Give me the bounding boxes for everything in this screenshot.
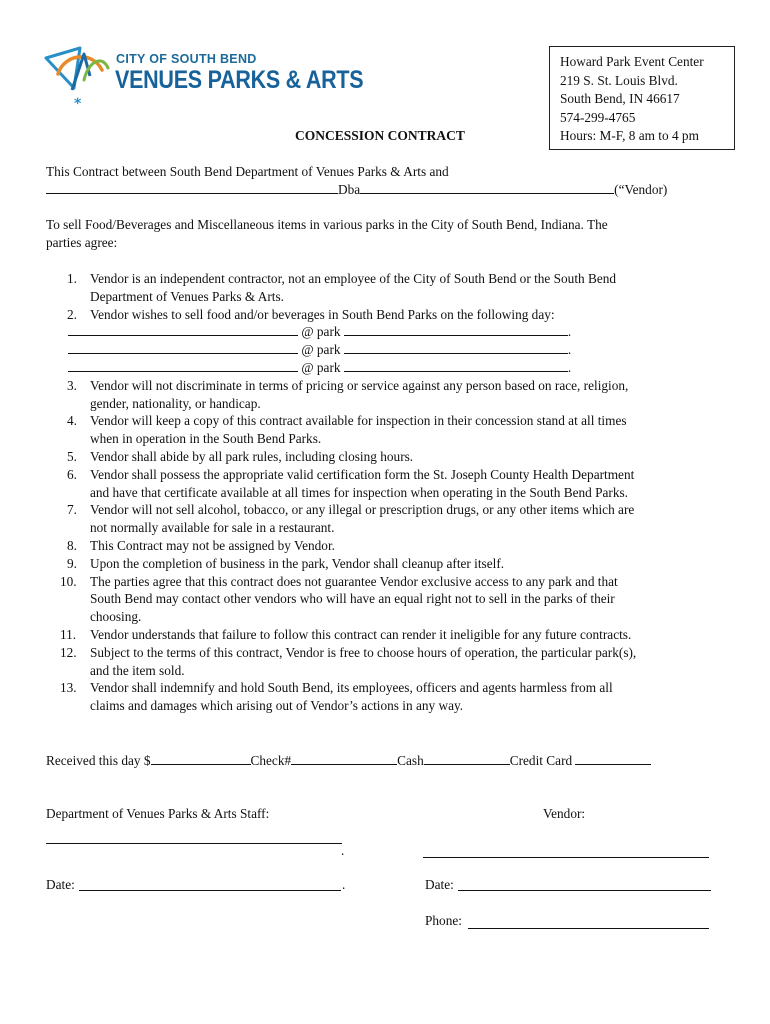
park-field[interactable] bbox=[344, 359, 568, 372]
vendor-phone-label: Phone: bbox=[425, 913, 462, 928]
term-item: 12. Subject to the terms of this contract, Vendor is free to choose hours of operation, the particular park(s), and the item sold. bbox=[60, 644, 637, 678]
term-item: 1. Vendor is an independent contractor, not an employee of the City of South Bend or the South Bend Department of Venues Parks & Arts. bbox=[67, 271, 617, 304]
staff-date-field[interactable] bbox=[79, 890, 341, 891]
purpose-line-1: To sell Food/Beverages and Miscellaneous items in various parks in the City of South Bend, Indiana. The bbox=[46, 217, 608, 232]
term-item: 5. Vendor shall abide by all park rules, including closing hours. bbox=[67, 448, 414, 464]
received-label: Received this day $ bbox=[46, 753, 151, 768]
term-item: 6. Vendor shall possess the appropriate valid certification form the St. Joseph County Health Department and have that certificate available at all times for inspection when operating in the South Bend Parks. bbox=[67, 466, 635, 500]
payment-row bbox=[46, 752, 651, 770]
park-entry-row: @ park . bbox=[68, 341, 726, 359]
info-phone: 574-299-4765 bbox=[560, 109, 636, 125]
terms-list bbox=[46, 270, 726, 715]
term-item: 4. Vendor will keep a copy of this contract available for inspection in their concession stand at all times when in operation in the South Bend Parks. bbox=[67, 413, 627, 447]
logo-department-text: VENUES PARKS & ARTS bbox=[115, 66, 364, 94]
svg-text:*: * bbox=[74, 96, 82, 112]
contractor-name-field[interactable] bbox=[46, 181, 338, 194]
vendor-signature-line[interactable] bbox=[423, 857, 709, 858]
staff-date-period: . bbox=[342, 877, 346, 892]
staff-signature-line[interactable] bbox=[46, 843, 342, 844]
term-item: 7. Vendor will not sell alcohol, tobacco, or any illegal or prescription drugs, or any other items which are not normally available for sale in a restaurant. bbox=[67, 502, 635, 536]
info-venue: Howard Park Event Center bbox=[560, 54, 704, 69]
term-item: 9. Upon the completion of business in the park, Vendor shall cleanup after itself. bbox=[67, 555, 505, 571]
credit-card-label: Credit Card bbox=[509, 753, 573, 768]
staff-signature-period: . bbox=[341, 843, 345, 858]
purpose-line-2: parties agree: bbox=[46, 235, 118, 250]
vendor-date-label: Date: bbox=[425, 877, 454, 892]
term-item: 10. The parties agree that this contract does not guarantee Vendor exclusive access to any park and that South Bend may contact other vendors who will have an equal right not to sell in the parks of their choosing. bbox=[60, 573, 618, 625]
term-item: 13. Vendor shall indemnify and hold South Bend, its employees, officers and agents harmless from all claims and damages which arising out of Vendor’s actions in any way. bbox=[60, 680, 613, 714]
staff-label: Department of Venues Parks & Arts Staff: bbox=[46, 806, 270, 821]
info-hours: Hours: M-F, 8 am to 4 pm bbox=[560, 128, 699, 144]
dba-label: Dba bbox=[338, 182, 361, 197]
document-title: CONCESSION CONTRACT bbox=[295, 128, 465, 143]
logo-city-text: CITY OF SOUTH BEND bbox=[116, 52, 257, 66]
credit-card-field[interactable] bbox=[575, 752, 651, 765]
park-field[interactable] bbox=[344, 341, 568, 354]
term-item: 3. Vendor will not discriminate in terms of pricing or service against any person based on race, religion, gender, nationality, or handicap. bbox=[67, 377, 629, 411]
vendor-phone-field[interactable] bbox=[468, 928, 709, 929]
day-field[interactable] bbox=[68, 323, 298, 336]
info-street: 219 S. St. Louis Blvd. bbox=[560, 72, 678, 88]
dba-name-field[interactable] bbox=[360, 181, 614, 194]
intro-line-2 bbox=[46, 181, 667, 199]
vendor-signature-label: Vendor: bbox=[543, 806, 586, 821]
amount-field[interactable] bbox=[151, 752, 251, 765]
term-item: 11. Vendor understands that failure to follow this contract can render it ineligible for any future contracts. bbox=[60, 626, 632, 642]
contact-info-box bbox=[549, 46, 735, 150]
day-field[interactable] bbox=[68, 341, 298, 354]
intro-line-1: This Contract between South Bend Department of Venues Parks & Arts and bbox=[46, 164, 449, 179]
staff-date-label: Date: bbox=[46, 877, 75, 892]
cash-label: Cash bbox=[397, 753, 424, 768]
cash-field[interactable] bbox=[424, 752, 510, 765]
park-entry-row: @ park . bbox=[68, 323, 726, 341]
park-field[interactable] bbox=[344, 323, 568, 336]
vendor-label: (“Vendor) bbox=[614, 182, 668, 197]
check-label: Check# bbox=[250, 753, 292, 768]
check-number-field[interactable] bbox=[291, 752, 397, 765]
term-item: 2. Vendor wishes to sell food and/or beverages in South Bend Parks on the following day: @ park . @ park . @ park . bbox=[46, 306, 726, 377]
park-entry-row: @ park . bbox=[68, 359, 726, 377]
term-item: 8. This Contract may not be assigned by Vendor. bbox=[67, 537, 335, 553]
info-city: South Bend, IN 46617 bbox=[560, 91, 680, 107]
vendor-date-field[interactable] bbox=[458, 890, 711, 891]
day-field[interactable] bbox=[68, 359, 298, 372]
